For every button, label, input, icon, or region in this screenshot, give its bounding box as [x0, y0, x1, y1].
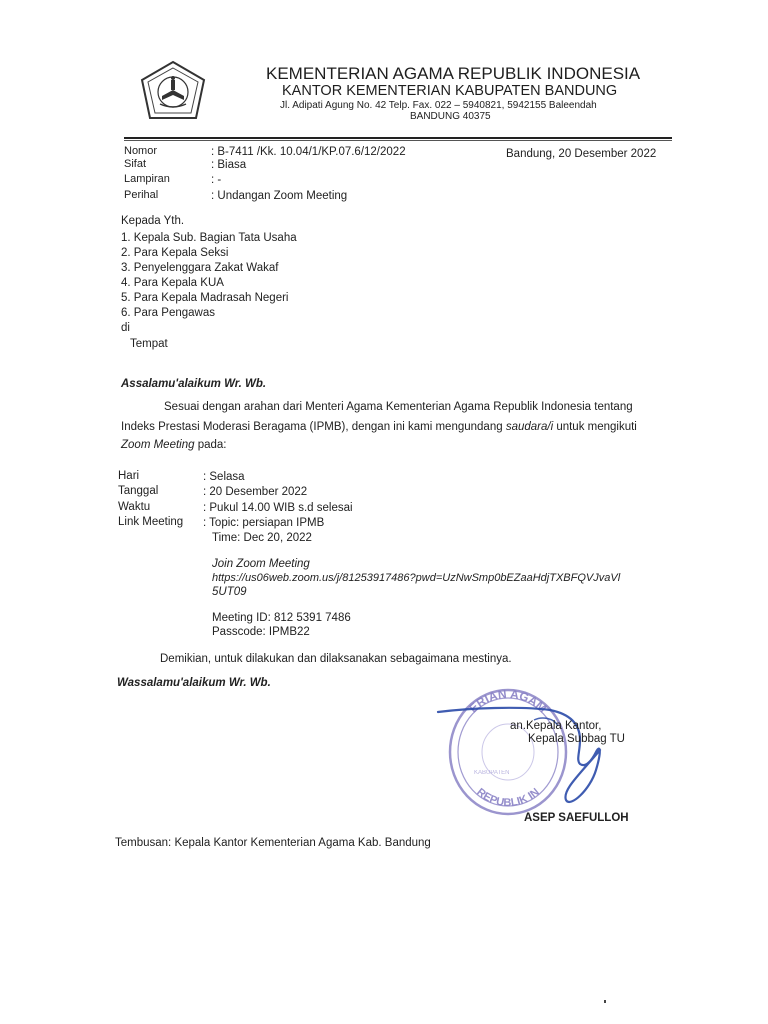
letterhead-divider	[124, 137, 672, 139]
recipient-item: 5. Para Kepala Madrasah Negeri	[121, 292, 289, 304]
waktu-label: Waktu	[118, 501, 151, 513]
perihal-label: Perihal	[124, 189, 159, 201]
body-line-2	[121, 421, 637, 433]
waktu-value: : Pukul 14.00 WIB s.d selesai	[203, 502, 353, 514]
lampiran-value: : -	[211, 174, 222, 186]
tembusan: Tembusan: Kepala Kantor Kementerian Agama Kab. Bandung	[115, 837, 431, 849]
lampiran-label: Lampiran	[124, 173, 170, 185]
greeting: Assalamu'alaikum Wr. Wb.	[121, 378, 267, 390]
passcode: Passcode: IPMB22	[212, 626, 310, 638]
letterhead-divider-thin	[124, 140, 672, 141]
recipient-item: 2. Para Kepala Seksi	[121, 247, 229, 259]
office-name: KANTOR KEMENTERIAN KABUPATEN BANDUNG	[282, 83, 618, 99]
body-line-3	[121, 439, 227, 451]
closing-salam: Wassalamu'alaikum Wr. Wb.	[117, 677, 271, 689]
recipients-di: di	[121, 322, 130, 334]
nomor-value: : B-7411 /Kk. 10.04/1/KP.07.6/12/2022	[211, 146, 406, 158]
recipients-intro: Kepada Yth.	[121, 215, 185, 227]
body-line-3-b: pada:	[194, 439, 227, 451]
perihal-value: : Undangan Zoom Meeting	[211, 190, 348, 202]
stamp-bottom-text: REPUBLIK IN	[474, 786, 542, 810]
signature-icon	[430, 690, 620, 810]
stamp-top-text: ERIAN AGAM	[466, 686, 550, 716]
recipients-tempat: Tempat	[130, 338, 168, 350]
tanggal-label: Tanggal	[118, 485, 159, 497]
body-line-1: Sesuai dengan arahan dari Menteri Agama Kementerian Agama Republik Indonesia tentang	[164, 401, 633, 413]
recipient-item: 4. Para Kepala KUA	[121, 277, 224, 289]
link-value: : Topic: persiapan IPMB	[203, 517, 325, 529]
body-line-2-b: saudara/i	[505, 421, 554, 433]
signatory-name: ASEP SAEFULLOH	[524, 812, 629, 824]
signature-line-1: an.Kepala Kantor,	[510, 720, 602, 732]
time-line: Time: Dec 20, 2022	[212, 532, 312, 544]
body-line-2-c: untuk mengikuti	[553, 421, 637, 433]
join-label: Join Zoom Meeting	[212, 558, 310, 570]
recipient-item: 1. Kepala Sub. Bagian Tata Usaha	[121, 232, 297, 244]
nomor-label: Nomor	[124, 145, 158, 157]
zoom-url[interactable]: https://us06web.zoom.us/j/81253917486?pwd=UzNwSmp0bEZaaHdjTXBFQVJvaVl	[212, 572, 621, 584]
link-label: Link Meeting	[118, 516, 184, 528]
tanggal-value: : 20 Desember 2022	[203, 486, 308, 498]
body-line-3-a: Zoom Meeting	[121, 439, 195, 451]
ministry-name: KEMENTERIAN AGAMA REPUBLIK INDONESIA	[266, 64, 641, 83]
office-address: Jl. Adipati Agung No. 42 Telp. Fax. 022 – 5940821, 5942155 Baleendah	[280, 100, 597, 111]
sifat-value: : Biasa	[211, 159, 247, 171]
sifat-label: Sifat	[124, 158, 147, 170]
office-city: BANDUNG 40375	[410, 111, 491, 122]
closing-line: Demikian, untuk dilakukan dan dilaksanakan sebagaimana mestinya.	[160, 653, 512, 665]
body-line-2-a: Indeks Prestasi Moderasi Beragama (IPMB), dengan ini kami mengundang	[121, 421, 506, 433]
ministry-logo-icon	[138, 60, 208, 122]
recipient-item: 3. Penyelenggara Zakat Wakaf	[121, 262, 279, 274]
hari-label: Hari	[118, 470, 140, 482]
zoom-url-cont[interactable]: 5UT09	[212, 586, 247, 598]
hari-value: : Selasa	[203, 471, 245, 483]
scan-speck	[604, 1000, 606, 1003]
stamp-mid-text: KABUPATEN	[474, 770, 510, 776]
signature-line-2: Kepala Subbag TU	[528, 733, 625, 745]
letter-date: Bandung, 20 Desember 2022	[506, 148, 657, 160]
recipient-item: 6. Para Pengawas	[121, 307, 215, 319]
meeting-id: Meeting ID: 812 5391 7486	[212, 612, 351, 624]
